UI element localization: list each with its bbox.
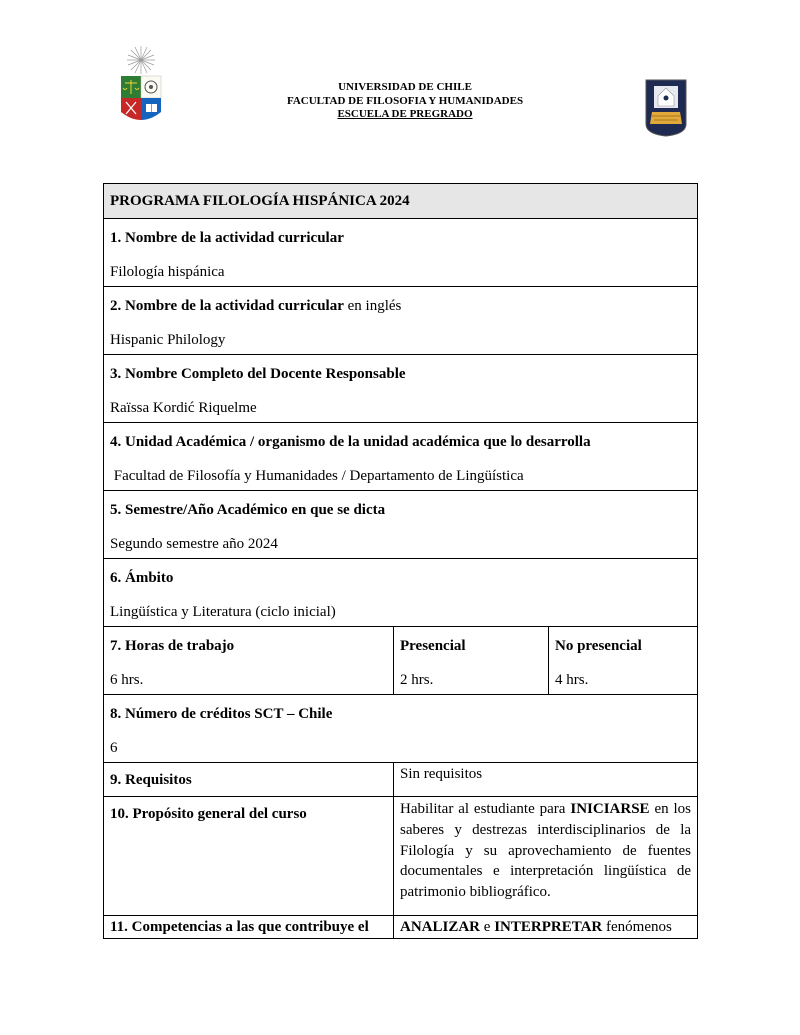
section-5-semester: [104, 491, 698, 559]
section-value: Sin requisitos: [400, 766, 483, 782]
section-label: 10. Propósito general del curso: [110, 806, 307, 822]
no-presencial-label: No presencial: [555, 638, 642, 654]
section-label: 4. Unidad Académica / organismo de la unidad académica que lo desarrolla: [110, 434, 591, 450]
section-value: Lingüística y Literatura (ciclo inicial): [110, 604, 336, 620]
section-value: Habilitar al estudiante para INICIARSE en los saberes y destrezas interdisciplinarios de la Filología y su aprovechamiento de fuentes documentales e interpretación lingüística de patrimonio bibliográfico.: [400, 801, 692, 901]
section-value: Filología hispánica: [110, 264, 225, 280]
university-name: UNIVERSIDAD DE CHILE: [338, 81, 472, 93]
section-label: 3. Nombre Completo del Docente Responsable: [110, 366, 406, 382]
section-11-value-cell: [394, 916, 698, 939]
section-label: 9. Requisitos: [110, 772, 192, 788]
section-label: 6. Ámbito: [110, 570, 174, 586]
program-title: PROGRAMA FILOLOGÍA HISPÁNICA 2024: [104, 184, 698, 219]
section-label: 7. Horas de trabajo: [110, 638, 235, 654]
section-9-requirements: [104, 763, 394, 797]
program-table: [103, 183, 698, 939]
section-6-scope: [104, 559, 698, 627]
section-value: 6 hrs.: [110, 672, 144, 688]
section-7-no-presencial: [549, 627, 698, 695]
presencial-label: Presencial: [400, 638, 466, 654]
section-value: Facultad de Filosofía y Humanidades / Departamento de Lingüística: [110, 468, 524, 484]
section-value: ANALIZAR e INTERPRETAR fenómenos: [400, 919, 672, 935]
section-2-activity-name-english: [104, 287, 698, 355]
section-value: Raïssa Kordić Riquelme: [110, 400, 257, 416]
presencial-value: 2 hrs.: [400, 672, 434, 688]
no-presencial-value: 4 hrs.: [555, 672, 589, 688]
university-crest-logo: [117, 44, 165, 136]
section-1-activity-name: [104, 219, 698, 287]
section-label: 11. Competencias a las que contribuye el: [110, 919, 369, 935]
faculty-name: FACULTAD DE FILOSOFIA Y HUMANIDADES: [286, 94, 524, 107]
section-11-competencies: [104, 916, 394, 939]
section-9-value-cell: [394, 763, 698, 797]
section-8-credits: [104, 695, 698, 763]
section-4-academic-unit: [104, 423, 698, 491]
section-label: 2. Nombre de la actividad curricular en inglés: [110, 298, 402, 314]
school-name: ESCUELA DE PREGRADO: [337, 108, 473, 120]
section-7-presencial: [394, 627, 549, 695]
section-value: 6: [110, 740, 118, 756]
section-10-value-cell: [394, 797, 698, 916]
faculty-emblem-logo: [644, 78, 688, 138]
section-value: Hispanic Philology: [110, 332, 226, 348]
section-label: 8. Número de créditos SCT – Chile: [110, 706, 333, 722]
section-label: 5. Semestre/Año Académico en que se dicta: [110, 502, 386, 518]
section-value: Segundo semestre año 2024: [110, 536, 278, 552]
section-label: 1. Nombre de la actividad curricular: [110, 230, 344, 246]
section-7-work-hours: [104, 627, 394, 695]
section-3-teacher: [104, 355, 698, 423]
document-header: [205, 81, 605, 122]
section-10-purpose: [104, 797, 394, 916]
